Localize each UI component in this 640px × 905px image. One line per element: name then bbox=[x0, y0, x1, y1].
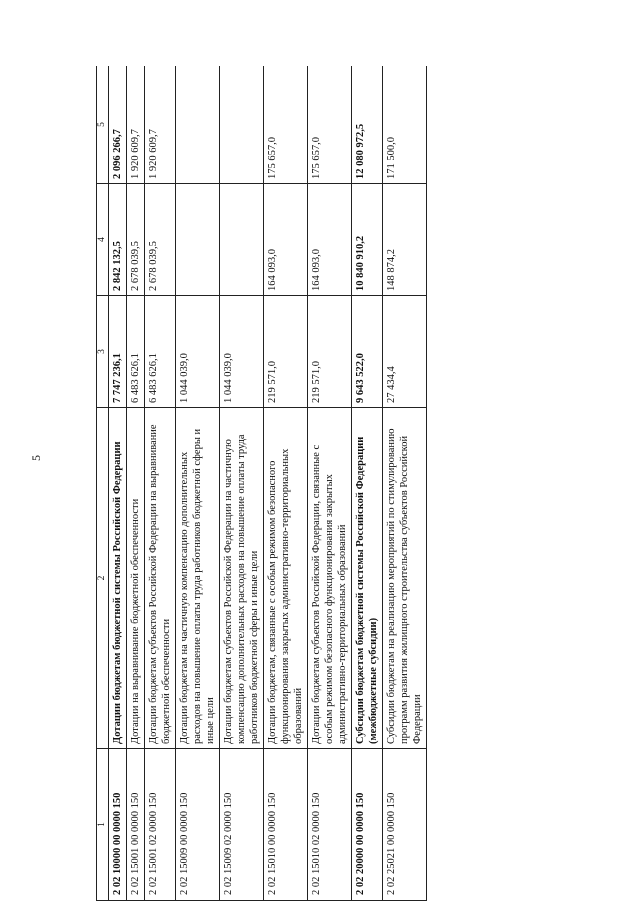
value-cell-col5: 171 500,0 bbox=[383, 66, 427, 184]
value-cell-col3: 219 571,0 bbox=[264, 296, 308, 408]
value-cell-col3: 1 044 039,0 bbox=[220, 296, 264, 408]
value-cell-col5 bbox=[220, 66, 264, 184]
name-cell: Дотации на выравнивание бюджетной обеспеченности bbox=[127, 408, 145, 749]
column-number-4: 4 bbox=[97, 184, 109, 296]
value-cell-col5: 175 657,0 bbox=[308, 66, 352, 184]
table-row bbox=[145, 66, 176, 901]
page-number: 5 bbox=[29, 455, 43, 461]
value-cell-col3: 6 483 626,1 bbox=[127, 296, 145, 408]
column-number-5: 5 bbox=[97, 66, 109, 184]
value-cell-col5: 12 080 972,5 bbox=[352, 66, 383, 184]
code-cell: 2 02 25021 00 0000 150 bbox=[383, 749, 427, 901]
table-row bbox=[127, 66, 145, 901]
name-cell: Дотации бюджетам субъектов Российской Федерации на частичную компенсацию дополнительных расходов на повышение оплаты труда работников бюджетной сферы и иные цели bbox=[220, 408, 264, 749]
column-number-2: 2 bbox=[97, 408, 109, 749]
code-cell: 2 02 10000 00 0000 150 bbox=[109, 749, 127, 901]
table-body bbox=[109, 66, 427, 901]
value-cell-col3: 27 434,4 bbox=[383, 296, 427, 408]
table-row bbox=[220, 66, 264, 901]
code-cell: 2 02 15001 02 0000 150 bbox=[145, 749, 176, 901]
table-row bbox=[176, 66, 220, 901]
name-cell: Дотации бюджетам субъектов Российской Федерации на выравнивание бюджетной обеспеченности bbox=[145, 408, 176, 749]
column-number-1: 1 bbox=[97, 749, 109, 901]
value-cell-col4: 164 093,0 bbox=[308, 184, 352, 296]
value-cell-col5 bbox=[176, 66, 220, 184]
value-cell-col3: 9 643 522,0 bbox=[352, 296, 383, 408]
table-row bbox=[109, 66, 127, 901]
table-row bbox=[308, 66, 352, 901]
value-cell-col4: 164 093,0 bbox=[264, 184, 308, 296]
value-cell-col4: 2 842 132,5 bbox=[109, 184, 127, 296]
table-row bbox=[264, 66, 308, 901]
rotated-table-container bbox=[96, 66, 533, 901]
column-number-3: 3 bbox=[97, 296, 109, 408]
code-cell: 2 02 15010 02 0000 150 bbox=[308, 749, 352, 901]
name-cell: Дотации бюджетам, связанные с особым режимом безопасного функционирования закрытых административно-территориальных образований bbox=[264, 408, 308, 749]
value-cell-col4: 2 678 039,5 bbox=[127, 184, 145, 296]
value-cell-col3: 1 044 039,0 bbox=[176, 296, 220, 408]
code-cell: 2 02 15009 02 0000 150 bbox=[220, 749, 264, 901]
value-cell-col5: 2 096 266,7 bbox=[109, 66, 127, 184]
name-cell: Субсидии бюджетам бюджетной системы Российской Федерации (межбюджетные субсидии) bbox=[352, 408, 383, 749]
value-cell-col5: 1 920 609,7 bbox=[145, 66, 176, 184]
table-row bbox=[383, 66, 427, 901]
table-row bbox=[352, 66, 383, 901]
name-cell: Дотации бюджетам бюджетной системы Российской Федерации bbox=[109, 408, 127, 749]
value-cell-col3: 7 747 236,1 bbox=[109, 296, 127, 408]
value-cell-col4 bbox=[176, 184, 220, 296]
value-cell-col4: 10 840 910,2 bbox=[352, 184, 383, 296]
value-cell-col5: 1 920 609,7 bbox=[127, 66, 145, 184]
value-cell-col4 bbox=[220, 184, 264, 296]
code-cell: 2 02 15001 00 0000 150 bbox=[127, 749, 145, 901]
name-cell: Дотации бюджетам субъектов Российской Федерации, связанные с особым режимом безопасного функционирования закрытых административно-территориальных образований bbox=[308, 408, 352, 749]
value-cell-col4: 2 678 039,5 bbox=[145, 184, 176, 296]
code-cell: 2 02 20000 00 0000 150 bbox=[352, 749, 383, 901]
budget-table bbox=[96, 66, 427, 901]
value-cell-col4: 148 874,2 bbox=[383, 184, 427, 296]
code-cell: 2 02 15009 00 0000 150 bbox=[176, 749, 220, 901]
name-cell: Дотации бюджетам на частичную компенсацию дополнительных расходов на повышение оплаты труда работников бюджетной сферы и иные цели bbox=[176, 408, 220, 749]
value-cell-col3: 6 483 626,1 bbox=[145, 296, 176, 408]
table-viewport bbox=[96, 66, 533, 901]
value-cell-col5: 175 657,0 bbox=[264, 66, 308, 184]
value-cell-col3: 219 571,0 bbox=[308, 296, 352, 408]
code-cell: 2 02 15010 00 0000 150 bbox=[264, 749, 308, 901]
name-cell: Субсидии бюджетам на реализацию мероприятий по стимулированию программ развития жилищного строительства субъектов Российской Федерации bbox=[383, 408, 427, 749]
table-header-row bbox=[97, 66, 109, 901]
